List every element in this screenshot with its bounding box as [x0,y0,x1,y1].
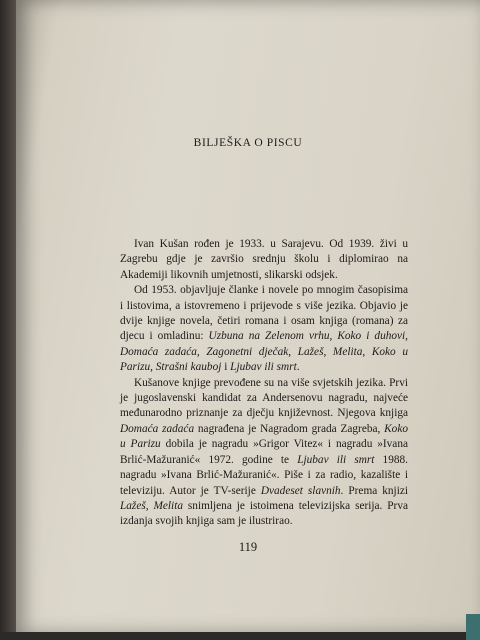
italic-title-run: Dvadeset slavnih [260,484,341,497]
italic-title-run: Ljubav ili smrt [297,453,375,466]
cover-corner [466,614,480,640]
italic-title-run: Koko u Parizu [120,422,408,451]
book-page [16,0,480,634]
text-run: dobila je nagradu »Grigor Vitez« i nagradu »Ivana Brlić-Mažuranić« 1972. godine te [120,438,408,466]
italic-title-run: Ljubav ili smrt [230,361,297,374]
text-run: Ivan Kušan rođen je 1933. u Sarajevu. Od 1939. živi u Zagrebu gdje je završio srednju školu i diplomirao na Akademiji likovnih umjetnosti, slikarski odsjek. [120,238,408,281]
paragraph-2 [120,283,408,375]
page-number: 119 [238,540,258,554]
text-run: Kušanove knjige prevođene su na više svjetskih jezika. Prvi je jugoslavenski kandidat za Andersenovu nagradu, najveće međunarodno priznanje za dječju književnost. Njegova knjiga [120,376,408,420]
italic-title-run: Lažeš, Melita [120,499,183,512]
italic-title-run: Uzbuna na Zelenom vrhu, Koko i duhovi, Domaća zadaća, Zagonetni dječak, Lažeš, Melita, Koko u Parizu, Strašni kauboj [120,330,408,374]
text-run: nagrađena je Nagradom grada Zagreba, [194,422,385,435]
page-title: BILJEŠKA O PISCU [193,137,303,149]
text-run: . Prema knjizi [340,484,408,497]
paragraph-3 [120,376,408,530]
text-run: . [296,361,300,374]
body-text [120,237,408,530]
text-run: Od 1953. objavljuje članke i novele po mnogim časopisima i listovima, a istovremeno i prijevode s više jezika. Objavio je dvije knjige novela, četiri romana i osam knjiga (romana) za djecu i omladinu: [120,284,408,343]
text-run: i [221,361,231,374]
text-run: 1988. nagradu »Ivana Brlić-Mažuranić«. Piše i za radio, kazalište i televiziju. Autor je TV-serije [120,453,408,497]
italic-title-run: Domaća zadaća [120,422,195,435]
text-run: snimljena je istoimena televizijska serija. Prva izdanja svojih knjiga sam je ilustrirao. [120,499,408,528]
table-edge [0,632,480,640]
paragraph-1 [120,237,408,283]
